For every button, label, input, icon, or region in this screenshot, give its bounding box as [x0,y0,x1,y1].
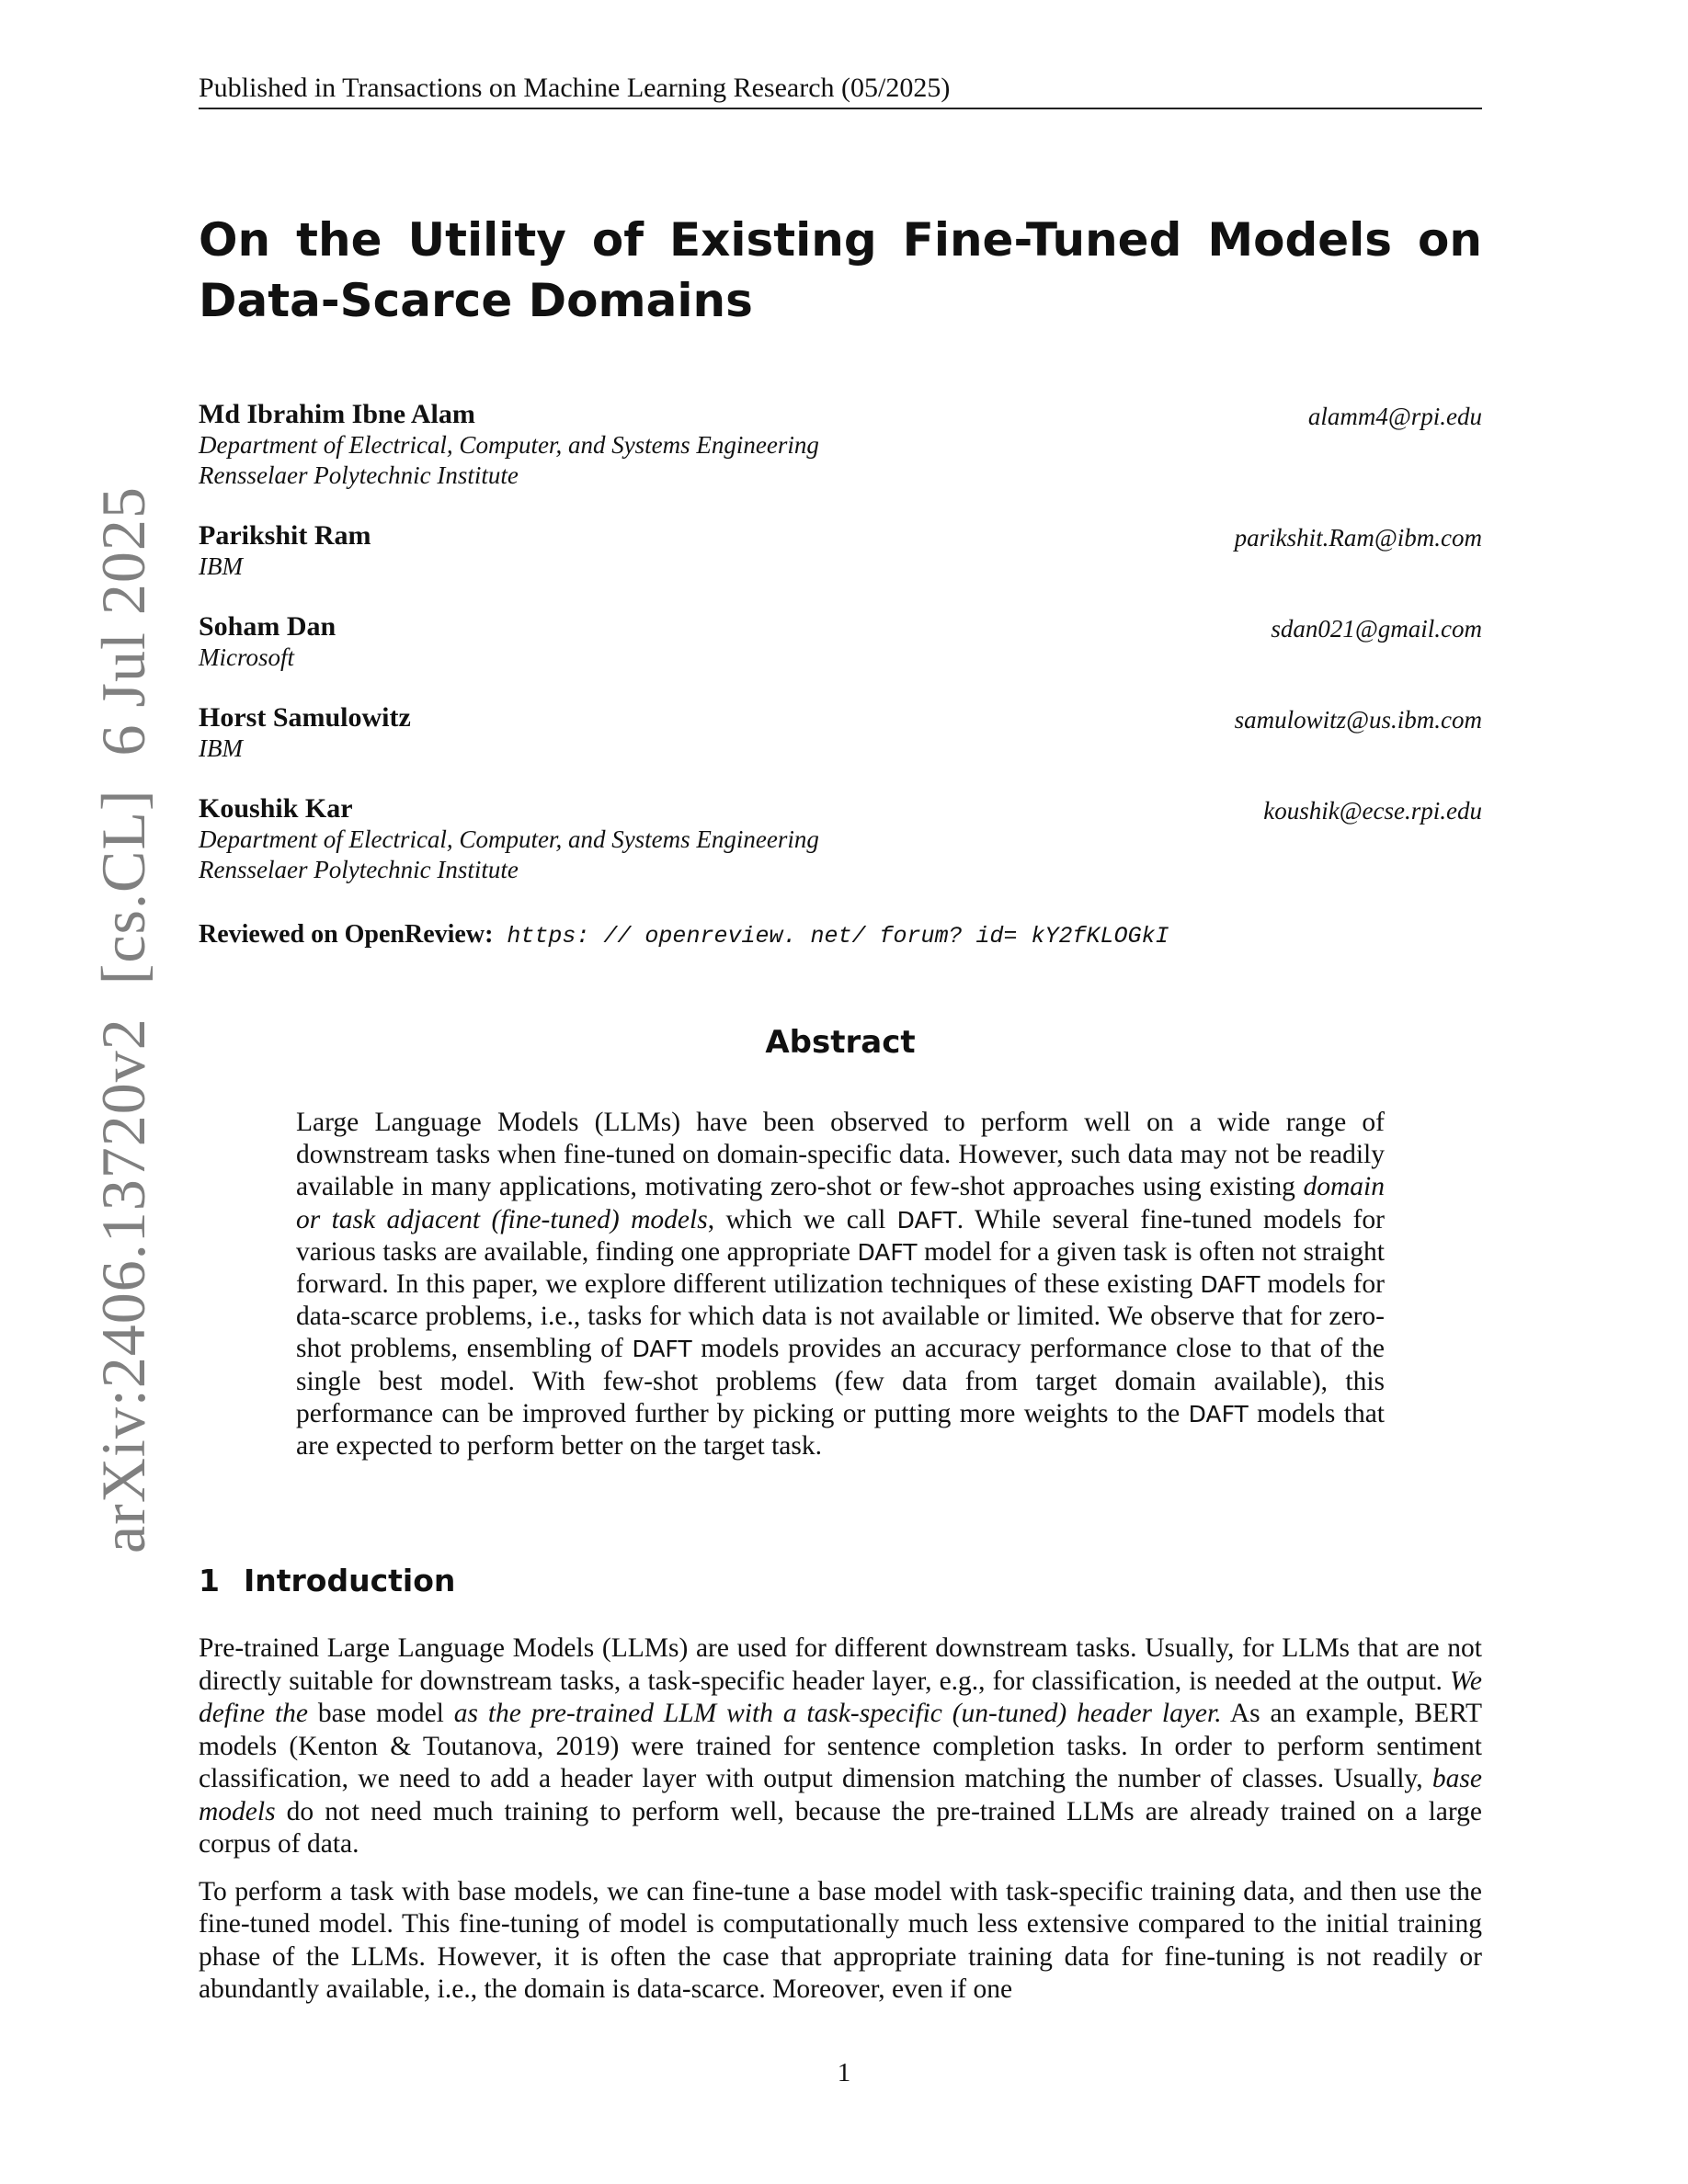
author-name: Parikshit Ram [199,520,371,551]
openreview-link[interactable]: https: // openreview. net/ forum? id= kY2fKLOGkI [507,923,1169,950]
author-block [199,520,1482,582]
text-run: To perform a task with base models, we can fine-tune a base model with task-specific training data, and then use the fine-tuned model. This fine-tuning of model is computationally much less extensive compared to the initial training phase of the LLMs. However, it is often the case that appropriate training data for fine-tuning is not readily or abundantly available, i.e., the domain is data-scarce. Moreover, even if one [199,1876,1482,2004]
section-heading-introduction [199,1563,455,1599]
author-email[interactable]: parikshit.Ram@ibm.com [1234,524,1482,552]
running-header: Published in Transactions on Machine Learning Research (05/2025) [199,72,1482,109]
page-number: 1 [837,2058,851,2087]
emphasis-text: domain or task adjacent (fine-tuned) models [296,1172,1385,1234]
paragraph [199,1876,1482,2007]
method-name: DAFT [1188,1400,1249,1428]
text-run: models for data-scarce problems, i.e., tasks for which data is not available or limited. We observe that for zero-shot problems, ensembling of [296,1269,1385,1364]
method-name: DAFT [896,1206,957,1234]
text-run: base model [307,1699,454,1728]
emphasis-text: We define the [199,1666,1482,1728]
author-name: Koushik Kar [199,793,353,824]
paper-title: On the Utility of Existing Fine-Tuned Models on Data-Scarce Domains [199,213,1482,327]
author-affiliation: Microsoft [199,643,294,671]
emphasis-text: as the pre-trained LLM with a task-specific (un-tuned) header layer. [453,1699,1222,1728]
text-run: . While several fine-tuned models for various tasks are available, finding one appropriate [296,1204,1385,1267]
author-name: Horst Samulowitz [199,702,411,733]
method-name: DAFT [1200,1271,1260,1299]
author-affiliation: IBM [199,734,243,762]
author-affiliation: Rensselaer Polytechnic Institute [199,856,519,883]
text-run: do not need much training to perform well, because the pre-trained LLMs are already trained on a large corpus of data. [199,1796,1482,1859]
text-run: Pre-trained Large Language Models (LLMs) are used for different downstream tasks. Usually, for LLMs that are not directly suitable for downstream tasks, a task-specific header layer, e.g., for classification, is needed at the output. [199,1633,1482,1696]
text-run: Large Language Models (LLMs) have been observed to perform well on a wide range of downstream tasks when fine-tuned on domain-specific data. However, such data may not be readily available in many applications, motivating zero-shot or few-shot approaches using existing [296,1108,1385,1202]
review-line [199,919,1169,952]
author-affiliation: Department of Electrical, Computer, and Systems Engineering [199,825,819,853]
paragraph [199,1632,1482,1861]
author-list [199,399,1482,915]
author-email[interactable]: samulowitz@us.ibm.com [1234,706,1482,734]
author-affiliation: Rensselaer Polytechnic Institute [199,461,519,489]
method-name: DAFT [857,1238,918,1266]
author-affiliation: IBM [199,552,243,580]
text-run: As an example, BERT models (Kenton & Toutanova, 2019) were trained for sentence completion tasks. In order to perform sentiment classification, we need to add a header layer with output dimension matching the number of classes. Usually, [199,1699,1482,1793]
author-email[interactable]: alamm4@rpi.edu [1307,403,1482,430]
text-run: , which we call [707,1204,897,1234]
emphasis-text: base models [199,1764,1482,1826]
introduction-body [199,1632,1482,2021]
arxiv-identifier: arXiv:2406.13720v2 [cs.CL] 6 Jul 2025 [88,486,158,1553]
section-number: 1 [199,1563,220,1598]
author-block [199,702,1482,764]
method-name: DAFT [632,1336,692,1363]
author-block [199,611,1482,673]
author-affiliation: Department of Electrical, Computer, and Systems Engineering [199,431,819,459]
text-run: models provides an accuracy performance close to that of the single best model. With few-shot problems (few data from target domain available), this performance can be improved further by picking or putting more weights to the [296,1334,1385,1428]
author-block [199,399,1482,491]
section-title: Introduction [243,1563,456,1598]
abstract-heading: Abstract [765,1024,916,1061]
author-email[interactable]: koushik@ecse.rpi.edu [1263,797,1482,825]
abstract-body [296,1107,1385,1462]
author-name: Md Ibrahim Ibne Alam [199,399,475,429]
author-block [199,793,1482,885]
author-email[interactable]: sdan021@gmail.com [1271,615,1482,643]
review-label: Reviewed on OpenReview: [199,920,494,949]
author-name: Soham Dan [199,611,336,642]
text-run: model for a given task is often not straight forward. In this paper, we explore different utilization techniques of these existing [296,1236,1385,1300]
text-run: models that are expected to perform better on the target task. [296,1398,1385,1462]
